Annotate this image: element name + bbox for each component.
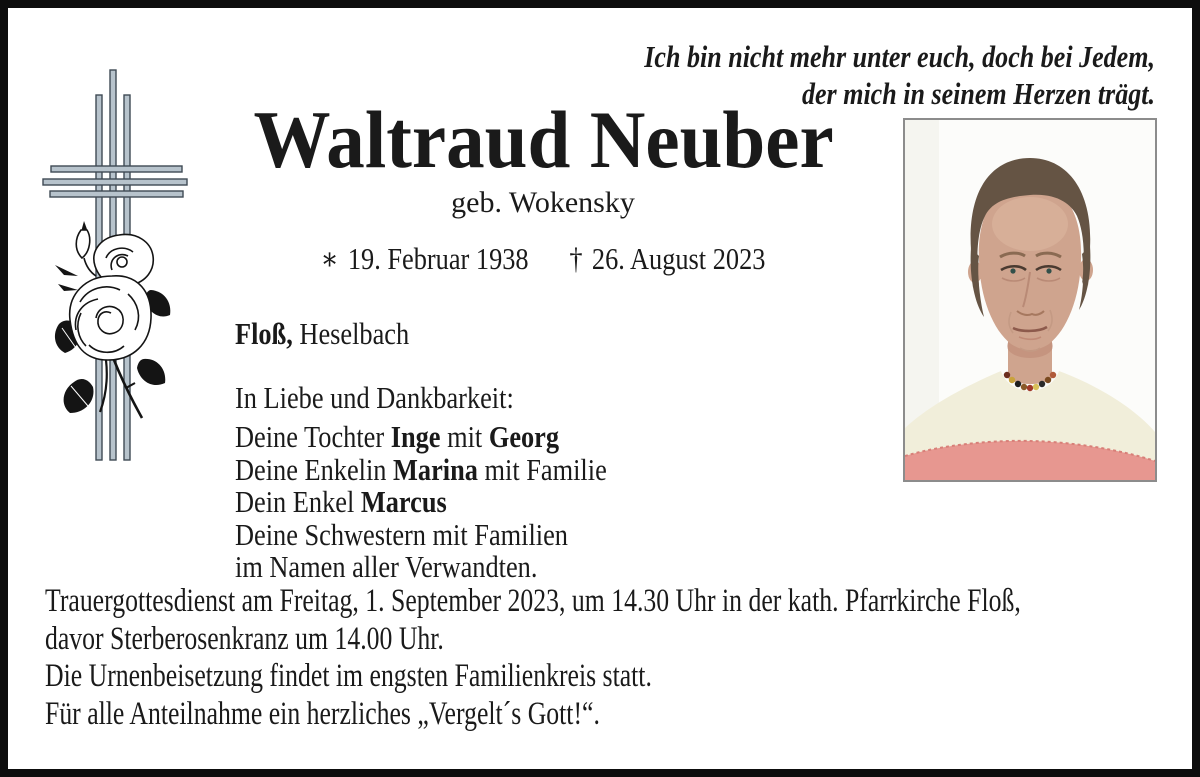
memorial-quote-line-2: der mich in seinem Herzen trägt. [801,76,1155,111]
cross-rose-icon [34,62,194,462]
burial-line: Die Urnenbeisetzung findet im engsten Familienkreis statt. [45,658,652,694]
service-details [45,583,1200,733]
place-district: Heselbach [292,316,410,351]
thanks-line: Für alle Anteilnahme ein herzliches „Vergelt´s Gott!“. [45,695,600,732]
mourner-line: Deine Schwestern mit Familien [235,516,568,552]
life-dates [281,242,805,276]
mourner-line: Deine Tochter Inge mit Georg [235,419,560,454]
death-date: 26. August 2023 [591,241,766,276]
service-line-1: Trauergottesdienst am Freitag, 1. September 2023, um 14.30 Uhr in der kath. Pfarrkirche Floß, [45,583,1021,619]
deceased-name: Waltraud Neuber [253,94,834,185]
place-town: Floß, [235,316,293,351]
death-cross-symbol: † [569,241,583,276]
main-column [235,96,851,584]
birth-date-group [321,242,529,276]
birth-date: 19. Februar 1938 [347,241,529,276]
mourner-line: Dein Enkel Marcus [235,484,447,519]
mourners-list [235,421,851,584]
mourner-line: im Namen aller Verwandten. [235,549,538,584]
gratitude-line: In Liebe und Dankbarkeit: [235,379,514,415]
death-date-group [569,242,765,276]
birth-star-symbol: ∗ [320,241,339,276]
memorial-quote-line-1: Ich bin nicht mehr unter euch, doch bei Jedem, [644,39,1155,74]
maiden-name: geb. Wokensky [451,186,635,219]
service-line-2: davor Sterberosenkranz um 14.00 Uhr. [45,620,444,657]
mourner-line: Deine Enkelin Marina mit Familie [235,451,607,487]
place-line [235,318,759,351]
portrait-illustration [905,120,1155,480]
portrait-photo [903,118,1157,482]
